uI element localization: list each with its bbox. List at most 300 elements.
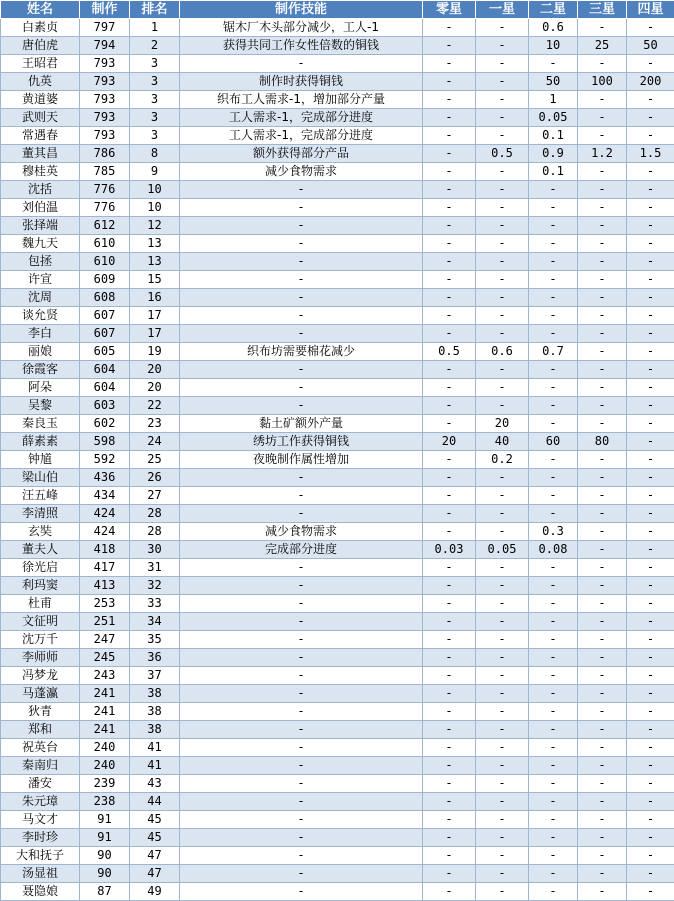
cell-rank: 47 [130,865,180,883]
cell-name: 梁山伯 [1,469,80,487]
cell-craft: 424 [80,523,130,541]
cell-star-1: - [476,397,529,415]
cell-craft: 607 [80,325,130,343]
table-row [1,469,674,487]
cell-skill: - [180,307,423,325]
cell-star-0: - [423,235,476,253]
cell-star-0: - [423,91,476,109]
cell-star-3: - [578,595,627,613]
cell-craft: 90 [80,865,130,883]
cell-skill: - [180,811,423,829]
cell-rank: 17 [130,325,180,343]
cell-star-2: - [529,451,578,469]
cell-name: 潘安 [1,775,80,793]
cell-star-4: - [627,199,674,217]
table-row [1,505,674,523]
cell-skill: - [180,361,423,379]
table-row [1,631,674,649]
cell-star-2: - [529,505,578,523]
cell-skill: - [180,379,423,397]
table-row [1,703,674,721]
cell-star-0: - [423,631,476,649]
table-row [1,379,674,397]
cell-star-0: - [423,145,476,163]
cell-skill: - [180,721,423,739]
table-row [1,451,674,469]
cell-rank: 12 [130,217,180,235]
cell-star-3: 80 [578,433,627,451]
cell-star-4: - [627,667,674,685]
cell-craft: 240 [80,739,130,757]
cell-star-4: - [627,415,674,433]
cell-craft: 598 [80,433,130,451]
cell-star-2: 0.08 [529,541,578,559]
cell-craft: 436 [80,469,130,487]
cell-star-3: - [578,721,627,739]
cell-star-0: - [423,865,476,883]
cell-skill: - [180,469,423,487]
table-row [1,577,674,595]
cell-star-4: - [627,523,674,541]
cell-skill: 黏土矿额外产量 [180,415,423,433]
table-row [1,613,674,631]
cell-star-1: - [476,181,529,199]
table-row [1,163,674,181]
cell-skill: - [180,487,423,505]
cell-star-0: - [423,181,476,199]
cell-star-3: - [578,163,627,181]
cell-star-0: - [423,325,476,343]
cell-star-1: - [476,523,529,541]
cell-rank: 47 [130,847,180,865]
cell-star-3: - [578,505,627,523]
cell-star-1: - [476,847,529,865]
cell-star-2: - [529,649,578,667]
cell-craft: 91 [80,811,130,829]
cell-star-1: - [476,163,529,181]
cell-star-0: - [423,361,476,379]
cell-skill: - [180,883,423,901]
cell-star-4: - [627,361,674,379]
cell-star-4: 50 [627,37,674,55]
cell-star-0: - [423,415,476,433]
cell-star-3: - [578,559,627,577]
cell-star-4: - [627,325,674,343]
cell-star-4: - [627,793,674,811]
cell-craft: 243 [80,667,130,685]
cell-rank: 3 [130,73,180,91]
cell-star-3: - [578,415,627,433]
cell-star-0: - [423,37,476,55]
cell-star-2: - [529,757,578,775]
table-row [1,757,674,775]
cell-star-3: - [578,127,627,145]
cell-skill: 减少食物需求 [180,523,423,541]
table-row [1,19,674,37]
cell-name: 文征明 [1,613,80,631]
cell-star-0: - [423,721,476,739]
cell-name: 朱元璋 [1,793,80,811]
cell-name: 董夫人 [1,541,80,559]
table-row [1,487,674,505]
cell-name: 张择端 [1,217,80,235]
cell-rank: 41 [130,757,180,775]
cell-name: 李白 [1,325,80,343]
cell-rank: 13 [130,235,180,253]
cell-star-3: - [578,613,627,631]
cell-rank: 38 [130,685,180,703]
table-body [1,19,674,901]
cell-name: 武则天 [1,109,80,127]
cell-star-1: - [476,811,529,829]
cell-craft: 241 [80,721,130,739]
table-row [1,721,674,739]
cell-skill: - [180,217,423,235]
cell-name: 许宣 [1,271,80,289]
table-row [1,109,674,127]
cell-rank: 38 [130,721,180,739]
cell-name: 丽娘 [1,343,80,361]
cell-skill: - [180,649,423,667]
cell-craft: 245 [80,649,130,667]
cell-star-3: - [578,379,627,397]
cell-craft: 413 [80,577,130,595]
cell-star-2: 0.9 [529,145,578,163]
cell-rank: 15 [130,271,180,289]
cell-skill: - [180,595,423,613]
table-row [1,559,674,577]
cell-name: 唐伯虎 [1,37,80,55]
table-row [1,433,674,451]
cell-star-2: - [529,721,578,739]
cell-star-1: - [476,667,529,685]
cell-star-4: - [627,739,674,757]
cell-name: 李清照 [1,505,80,523]
cell-star-1: - [476,595,529,613]
cell-star-3: - [578,397,627,415]
cell-star-4: - [627,649,674,667]
cell-star-1: - [476,649,529,667]
cell-star-2: 10 [529,37,578,55]
cell-star-4: - [627,235,674,253]
table-row [1,181,674,199]
cell-star-2: 0.1 [529,127,578,145]
cell-craft: 253 [80,595,130,613]
cell-rank: 3 [130,109,180,127]
cell-star-3: 1.2 [578,145,627,163]
cell-craft: 592 [80,451,130,469]
cell-skill: 织布工人需求-1，增加部分产量 [180,91,423,109]
table-row [1,541,674,559]
cell-skill: - [180,55,423,73]
cell-craft: 793 [80,55,130,73]
cell-star-0: - [423,109,476,127]
cell-star-0: - [423,217,476,235]
cell-craft: 776 [80,181,130,199]
cell-star-4: - [627,343,674,361]
cell-craft: 793 [80,91,130,109]
cell-star-4: - [627,631,674,649]
cell-skill: - [180,865,423,883]
cell-star-3: - [578,253,627,271]
cell-name: 刘伯温 [1,199,80,217]
table-row [1,307,674,325]
cell-star-3: - [578,235,627,253]
table-row [1,127,674,145]
cell-star-0: - [423,811,476,829]
cell-star-1: - [476,361,529,379]
cell-star-2: - [529,577,578,595]
cell-star-2: 0.1 [529,163,578,181]
cell-star-3: - [578,55,627,73]
cell-star-0: - [423,55,476,73]
cell-skill: - [180,253,423,271]
cell-star-1: - [476,775,529,793]
cell-name: 仇英 [1,73,80,91]
table-row [1,55,674,73]
cell-star-3: - [578,793,627,811]
header-rank: 排名 [130,1,180,19]
cell-star-0: - [423,505,476,523]
cell-name: 白素贞 [1,19,80,37]
cell-star-1: - [476,883,529,901]
table-row [1,325,674,343]
cell-craft: 607 [80,307,130,325]
cell-star-2: - [529,235,578,253]
cell-star-2: 50 [529,73,578,91]
cell-rank: 31 [130,559,180,577]
cell-craft: 90 [80,847,130,865]
cell-name: 钟馗 [1,451,80,469]
header-star-4: 四星 [627,1,674,19]
cell-star-3: - [578,307,627,325]
cell-star-3: - [578,631,627,649]
cell-craft: 603 [80,397,130,415]
cell-rank: 41 [130,739,180,757]
cell-rank: 49 [130,883,180,901]
cell-star-3: - [578,91,627,109]
header-skill: 制作技能 [180,1,423,19]
cell-star-4: - [627,685,674,703]
cell-skill: 制作时获得铜钱 [180,73,423,91]
cell-star-4: - [627,757,674,775]
cell-name: 沈括 [1,181,80,199]
cell-star-2: 0.6 [529,19,578,37]
cell-craft: 793 [80,127,130,145]
cell-skill: 织布坊需要棉花减少 [180,343,423,361]
cell-craft: 609 [80,271,130,289]
cell-star-2: - [529,415,578,433]
cell-craft: 794 [80,37,130,55]
cell-craft: 87 [80,883,130,901]
cell-craft: 793 [80,73,130,91]
cell-name: 李师师 [1,649,80,667]
cell-star-3: - [578,19,627,37]
cell-star-2: 60 [529,433,578,451]
cell-star-2: - [529,703,578,721]
cell-star-3: - [578,361,627,379]
cell-star-4: - [627,217,674,235]
cell-star-0: - [423,523,476,541]
cell-star-2: - [529,739,578,757]
cell-rank: 43 [130,775,180,793]
cell-star-2: - [529,271,578,289]
cell-star-1: 0.5 [476,145,529,163]
cell-star-4: - [627,451,674,469]
cell-skill: - [180,181,423,199]
cell-star-0: - [423,703,476,721]
cell-star-3: - [578,271,627,289]
cell-star-0: - [423,451,476,469]
table-row [1,397,674,415]
cell-star-2: - [529,55,578,73]
cell-skill: 绣坊工作获得铜钱 [180,433,423,451]
cell-skill: - [180,829,423,847]
cell-rank: 3 [130,91,180,109]
cell-star-0: - [423,829,476,847]
cell-rank: 13 [130,253,180,271]
cell-rank: 3 [130,55,180,73]
cell-rank: 23 [130,415,180,433]
cell-star-2: - [529,397,578,415]
cell-star-0: - [423,289,476,307]
cell-name: 徐光启 [1,559,80,577]
cell-star-4: - [627,397,674,415]
cell-name: 秦南归 [1,757,80,775]
cell-star-2: - [529,631,578,649]
cell-star-1: - [476,793,529,811]
cell-craft: 605 [80,343,130,361]
table-row [1,793,674,811]
cell-rank: 2 [130,37,180,55]
cell-star-1: - [476,469,529,487]
cell-star-4: - [627,595,674,613]
cell-craft: 610 [80,253,130,271]
cell-rank: 27 [130,487,180,505]
cell-star-1: - [476,703,529,721]
cell-star-2: 1 [529,91,578,109]
cell-star-4: - [627,289,674,307]
cell-name: 聂隐娘 [1,883,80,901]
cell-star-3: - [578,577,627,595]
cell-star-1: 0.6 [476,343,529,361]
cell-star-1: - [476,487,529,505]
cell-star-3: - [578,685,627,703]
cell-star-4: - [627,811,674,829]
cell-skill: 获得共同工作女性倍数的铜钱 [180,37,423,55]
cell-rank: 35 [130,631,180,649]
cell-name: 徐霞客 [1,361,80,379]
header-star-3: 三星 [578,1,627,19]
cell-star-3: - [578,109,627,127]
cell-name: 沈万千 [1,631,80,649]
cell-star-0: - [423,613,476,631]
cell-star-3: - [578,451,627,469]
cell-star-1: - [476,577,529,595]
cell-rank: 3 [130,127,180,145]
cell-star-3: - [578,703,627,721]
cell-skill: - [180,775,423,793]
cell-star-1: - [476,19,529,37]
cell-star-2: - [529,811,578,829]
cell-name: 穆桂英 [1,163,80,181]
cell-star-0: - [423,559,476,577]
table-row [1,685,674,703]
cell-skill: - [180,613,423,631]
cell-star-2: - [529,775,578,793]
cell-star-2: - [529,325,578,343]
cell-star-3: - [578,343,627,361]
cell-star-1: - [476,559,529,577]
cell-name: 郑和 [1,721,80,739]
cell-star-2: - [529,829,578,847]
table-row [1,199,674,217]
cell-star-4: - [627,469,674,487]
cell-star-0: - [423,757,476,775]
cell-craft: 417 [80,559,130,577]
cell-name: 马蓬瀛 [1,685,80,703]
cell-star-0: - [423,271,476,289]
cell-name: 沈周 [1,289,80,307]
cell-star-0: - [423,469,476,487]
cell-name: 杜甫 [1,595,80,613]
cell-star-2: - [529,793,578,811]
header-star-0: 零星 [423,1,476,19]
header-craft: 制作 [80,1,130,19]
cell-name: 大和抚子 [1,847,80,865]
cell-star-4: - [627,181,674,199]
cell-craft: 434 [80,487,130,505]
cell-rank: 16 [130,289,180,307]
table-row [1,811,674,829]
cell-star-1: - [476,127,529,145]
cell-star-0: - [423,127,476,145]
cell-rank: 17 [130,307,180,325]
cell-star-3: - [578,883,627,901]
cell-rank: 32 [130,577,180,595]
cell-star-0: 20 [423,433,476,451]
cell-rank: 38 [130,703,180,721]
cell-star-2: - [529,865,578,883]
table-row [1,649,674,667]
cell-star-0: - [423,307,476,325]
cell-skill: - [180,271,423,289]
cell-name: 利玛窦 [1,577,80,595]
cell-star-2: - [529,667,578,685]
cell-star-3: - [578,523,627,541]
cell-star-0: - [423,883,476,901]
cell-name: 黄道婆 [1,91,80,109]
cell-name: 董其昌 [1,145,80,163]
cell-rank: 8 [130,145,180,163]
cell-name: 王昭君 [1,55,80,73]
cell-skill: - [180,199,423,217]
table-row [1,829,674,847]
header-star-1: 一星 [476,1,529,19]
cell-star-3: - [578,325,627,343]
cell-skill: - [180,559,423,577]
cell-star-4: - [627,829,674,847]
cell-craft: 797 [80,19,130,37]
header-row [1,1,674,19]
cell-craft: 239 [80,775,130,793]
cell-star-2: - [529,181,578,199]
cell-name: 谈允贤 [1,307,80,325]
cell-star-2: - [529,217,578,235]
cell-star-0: - [423,199,476,217]
cell-star-4: - [627,541,674,559]
cell-rank: 20 [130,361,180,379]
